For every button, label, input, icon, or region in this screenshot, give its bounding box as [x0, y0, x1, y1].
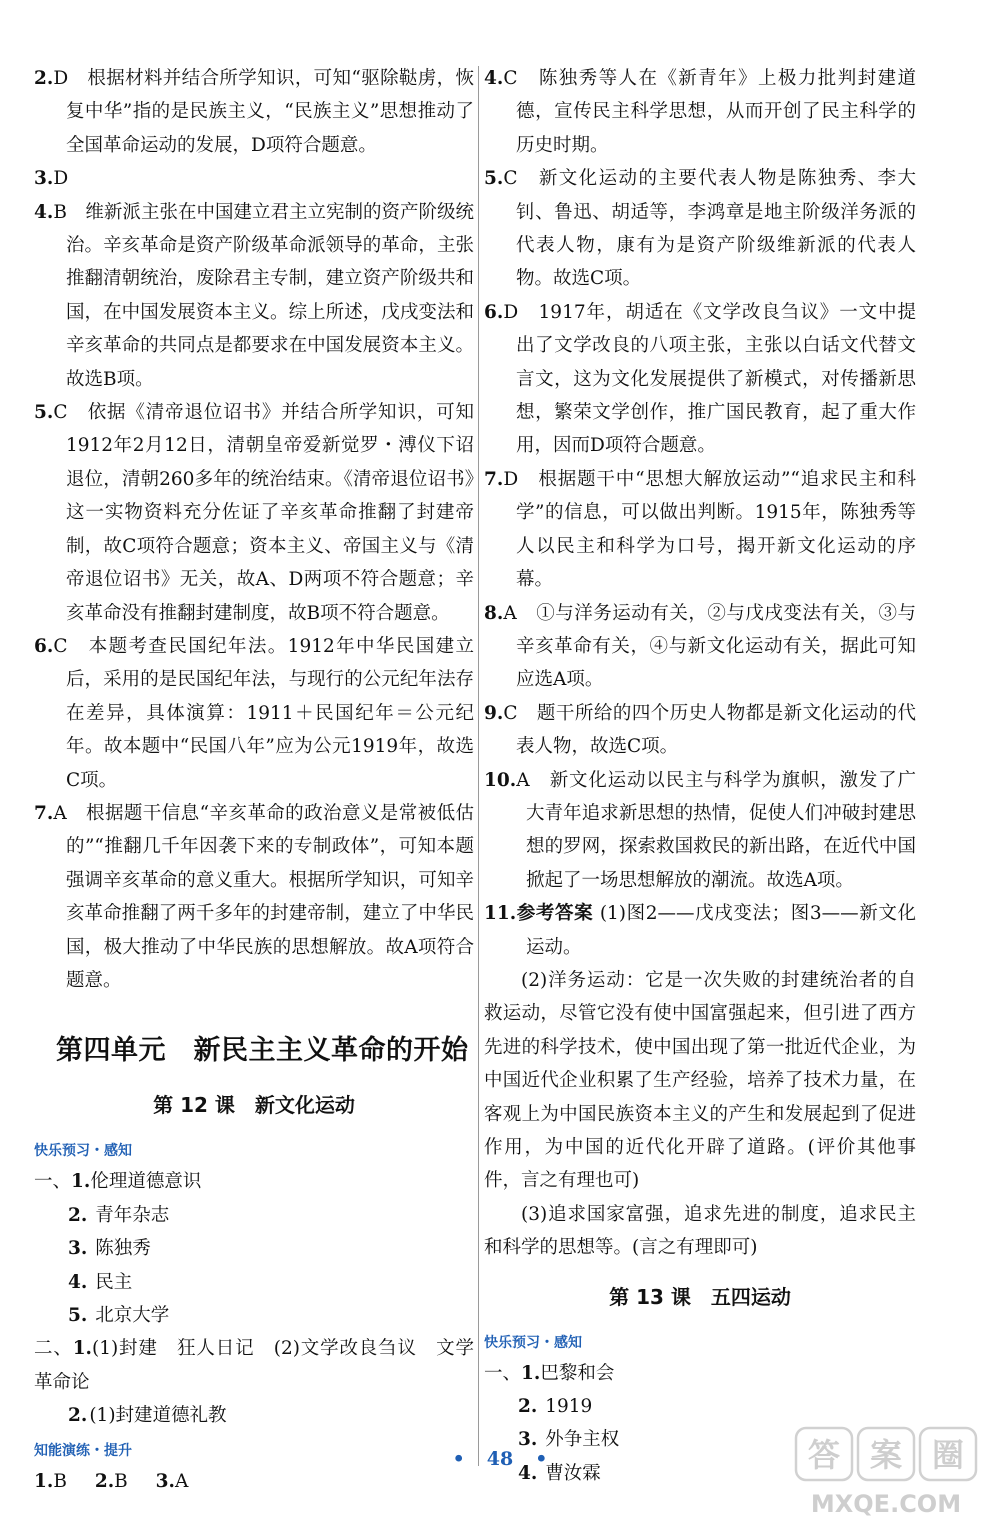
answer-text: A ①与洋务运动有关，②与戊戌变法有关，③与辛亥革命有关，④与新文化运动有关，据此可知应选A项。: [503, 602, 916, 691]
item-text: 北京大学: [95, 1305, 170, 1326]
column-divider: [478, 66, 479, 1466]
lesson-12-title: 第 12 课 新文化运动: [153, 1093, 355, 1118]
page-number-value: 48: [486, 1448, 514, 1470]
section-label-preview-right: 快乐预习・感知: [484, 1334, 582, 1351]
answer-number: 10.: [484, 769, 517, 791]
answer-number: 9.: [484, 702, 504, 724]
part-prefix: 二、: [34, 1338, 73, 1360]
item-text: 曹汝霖: [545, 1462, 601, 1484]
watermark-char-3: 圈: [931, 1436, 965, 1474]
answer-6: [34, 630, 474, 797]
answer-7-right: [484, 463, 916, 597]
part-2-item-1: [34, 1332, 474, 1399]
answer-11-right: [484, 897, 916, 964]
answer-11-part-3: (3)追求国家富强，追求先进的制度，追求民主和科学的思想等。(言之有理即可): [484, 1203, 916, 1259]
item-text: 外争主权: [545, 1429, 620, 1451]
answer-4: [34, 196, 474, 396]
answer-text: C 新文化运动的主要代表人物是陈独秀、李大钊、鲁迅、胡适等，李鸿章是地主阶级洋务派的代表人物，康有为是资产阶级维新派的代表人物。故选C项。: [503, 168, 916, 290]
item-text: (1)封建道德礼教: [89, 1405, 227, 1427]
watermark-char-2: 案: [869, 1436, 903, 1474]
answer-text: A 根据题干信息“辛亥革命的政治意义是常被低估的”“推翻几千年因袭下来的专制政体”，可知本题强调辛亥革命的意义重大。根据所学知识，可知辛亥革命推翻了两千多年的封建帝制，建立了中华民国，极大推动了中华民族的思想解放。故A项符合题意。: [53, 802, 474, 991]
unit-title: 第四单元 新民主主义革命的开始: [56, 1035, 469, 1067]
item-number: 4.: [68, 1271, 88, 1293]
right-column: [484, 62, 916, 1490]
answer-number: 6.: [34, 635, 54, 657]
item-number: 2.: [518, 1396, 538, 1418]
watermark-char-1: 答: [807, 1436, 841, 1474]
part-1-item-2: [34, 1199, 474, 1232]
answer-11-part-2: (2)洋务运动：它是一次失败的封建统治者的自救运动，尽管它没有使中国富强起来，但引进了西方先进的科学技术，使中国出现了第一批近代企业，为中国近代企业积累了生产经验，培养了技术力量，在客观上为中国民族资本主义的产生和发展起到了促进作用，为中国的近代化开辟了道路。(评价其他事件，言之有理也可): [484, 969, 916, 1192]
item-number: 1.: [521, 1362, 541, 1384]
answer-number: 5.: [484, 168, 504, 190]
answer-number: 7.: [484, 468, 504, 490]
answer-text: C 依据《清帝退位诏书》并结合所学知识，可知1912年2月12日，清朝皇帝爱新觉罗・溥仪下诏退位，清朝260多年的统治结束。《清帝退位诏书》这一实物资料充分佐证了辛亥革命推翻了封建帝制，故C项符合题意；资本主义、帝国主义与《清帝退位诏书》无关，故A、D两项不符合题意；辛亥革命没有推翻封建制度，故B项不符合题意。: [53, 402, 474, 624]
part-1-item-4: [34, 1266, 474, 1299]
item-number: 2.: [68, 1405, 88, 1427]
part-2-item-2: [34, 1399, 474, 1432]
item-text: 巴黎和会: [540, 1362, 615, 1384]
answer-number: 11.: [484, 903, 517, 925]
section-label-preview: 快乐预习・感知: [34, 1143, 132, 1160]
reference-answer-label: 参考答案: [516, 903, 594, 925]
item-text: A: [174, 1470, 189, 1492]
answer-text: (1)图2——戊戌变法；图3——新文化运动。: [526, 903, 916, 958]
left-column: [34, 62, 474, 1498]
answer-number: 8.: [484, 602, 504, 624]
answer-text: D 根据材料并结合所学知识，可知“驱除鞑虏，恢复中华”指的是民族主义，“民族主义”思想推动了全国革命运动的发展，D项符合题意。: [53, 68, 474, 156]
answer-10-right: [484, 764, 916, 898]
watermark-logo: [788, 1422, 984, 1520]
item-text: 陈独秀: [95, 1238, 151, 1260]
item-text: B: [114, 1470, 128, 1492]
answer-text: D 1917年，胡适在《文学改良刍议》一文中提出了文学改良的八项主张，主张以白话文代替文言文，这为文化发展提供了新模式，对传播新思想，繁荣文学创作，推广国民教育，起了重大作用，因而D项符合题意。: [503, 301, 916, 457]
answer-number: 5.: [34, 402, 54, 424]
part-prefix: 一、: [484, 1362, 522, 1384]
item-text: 伦理道德意识: [90, 1171, 202, 1193]
item-number: 2.: [68, 1204, 88, 1226]
item-number: 1.: [72, 1338, 93, 1360]
item-number: 1.: [71, 1171, 91, 1193]
item-text: 青年杂志: [95, 1204, 170, 1226]
answer-number: 2.: [34, 68, 54, 89]
item-text: 1919: [545, 1396, 593, 1418]
page-number-dot-left: •: [452, 1448, 465, 1470]
page-number-dot-right: •: [535, 1448, 548, 1470]
answer-4-right: [484, 62, 916, 162]
answer-2: [34, 62, 474, 162]
answer-6-right: [484, 296, 916, 463]
section-label-practice: 知能演练・提升: [34, 1442, 132, 1459]
answer-7: [34, 797, 474, 997]
watermark-url: MXQE.COM: [810, 1490, 962, 1518]
part-1-item-1: [34, 1165, 474, 1198]
item-number: 4.: [518, 1462, 538, 1484]
item-number: 3.: [68, 1238, 88, 1260]
answer-text: C 本题考查民国纪年法。1912年中华民国建立后，采用的是民国纪年法，与现行的公元纪年法存在差异，具体演算：1911＋民国纪年＝公元纪年。故本题中“民国八年”应为公元1919年，故选C项。: [53, 635, 474, 791]
answer-text: C 题干所给的四个历史人物都是新文化运动的代表人物，故选C项。: [503, 702, 916, 758]
answer-8-right: [484, 597, 916, 697]
answer-number: 7.: [34, 802, 54, 824]
answer-text: A 新文化运动以民主与科学为旗帜，激发了广大青年追求新思想的热情，促使人们冲破封建思想的罗网，探索救国救民的新出路，在近代中国掀起了一场思想解放的潮流。故选A项。: [516, 769, 916, 891]
item-number: 3.: [518, 1429, 538, 1451]
answer-5: [34, 396, 474, 630]
lesson-13-title: 第 13 课 五四运动: [609, 1284, 791, 1309]
answer-number: 4.: [484, 68, 504, 89]
answer-5-right: [484, 162, 916, 296]
answer-number: 4.: [34, 201, 54, 223]
answer-text: C 陈独秀等人在《新青年》上极力批判封建道德，宣传民主科学思想，从而开创了民主科学的历史时期。: [503, 68, 916, 156]
part-1-item-5: [34, 1299, 474, 1332]
item-number: 3.: [155, 1470, 175, 1492]
item-number: 2.: [94, 1470, 115, 1492]
part-1-item-3: [34, 1232, 474, 1265]
answer-text: D: [53, 168, 69, 190]
item-text: B: [53, 1470, 67, 1492]
item-number: 1.: [34, 1470, 54, 1492]
answer-number: 6.: [484, 301, 504, 323]
item-text: (1)封建 狂人日记 (2)文学改良刍议 文学革命论: [34, 1338, 474, 1393]
answer-3: [34, 162, 474, 195]
answer-9-right: [484, 697, 916, 764]
answer-number: 3.: [34, 168, 54, 190]
answer-text: B 维新派主张在中国建立君主立宪制的资产阶级统治。辛亥革命是资产阶级革命派领导的革命，主张推翻清朝统治，废除君主专制，建立资产阶级共和国，在中国发展资本主义。综上所述，戊戌变法和辛亥革命的共同点是都要求在中国发展资本主义。故选B项。: [53, 201, 474, 390]
item-number: 5.: [68, 1305, 88, 1326]
answer-text: D 根据题干中“思想大解放运动”“追求民主和科学”的信息，可以做出判断。1915年，陈独秀等人以民主和科学为口号，揭开新文化运动的序幕。: [503, 468, 916, 591]
part-1-item-2-right: [484, 1390, 916, 1423]
part-1-item-1-right: [484, 1357, 916, 1390]
part-prefix: 一、: [34, 1171, 72, 1193]
item-text: 民主: [95, 1271, 133, 1293]
